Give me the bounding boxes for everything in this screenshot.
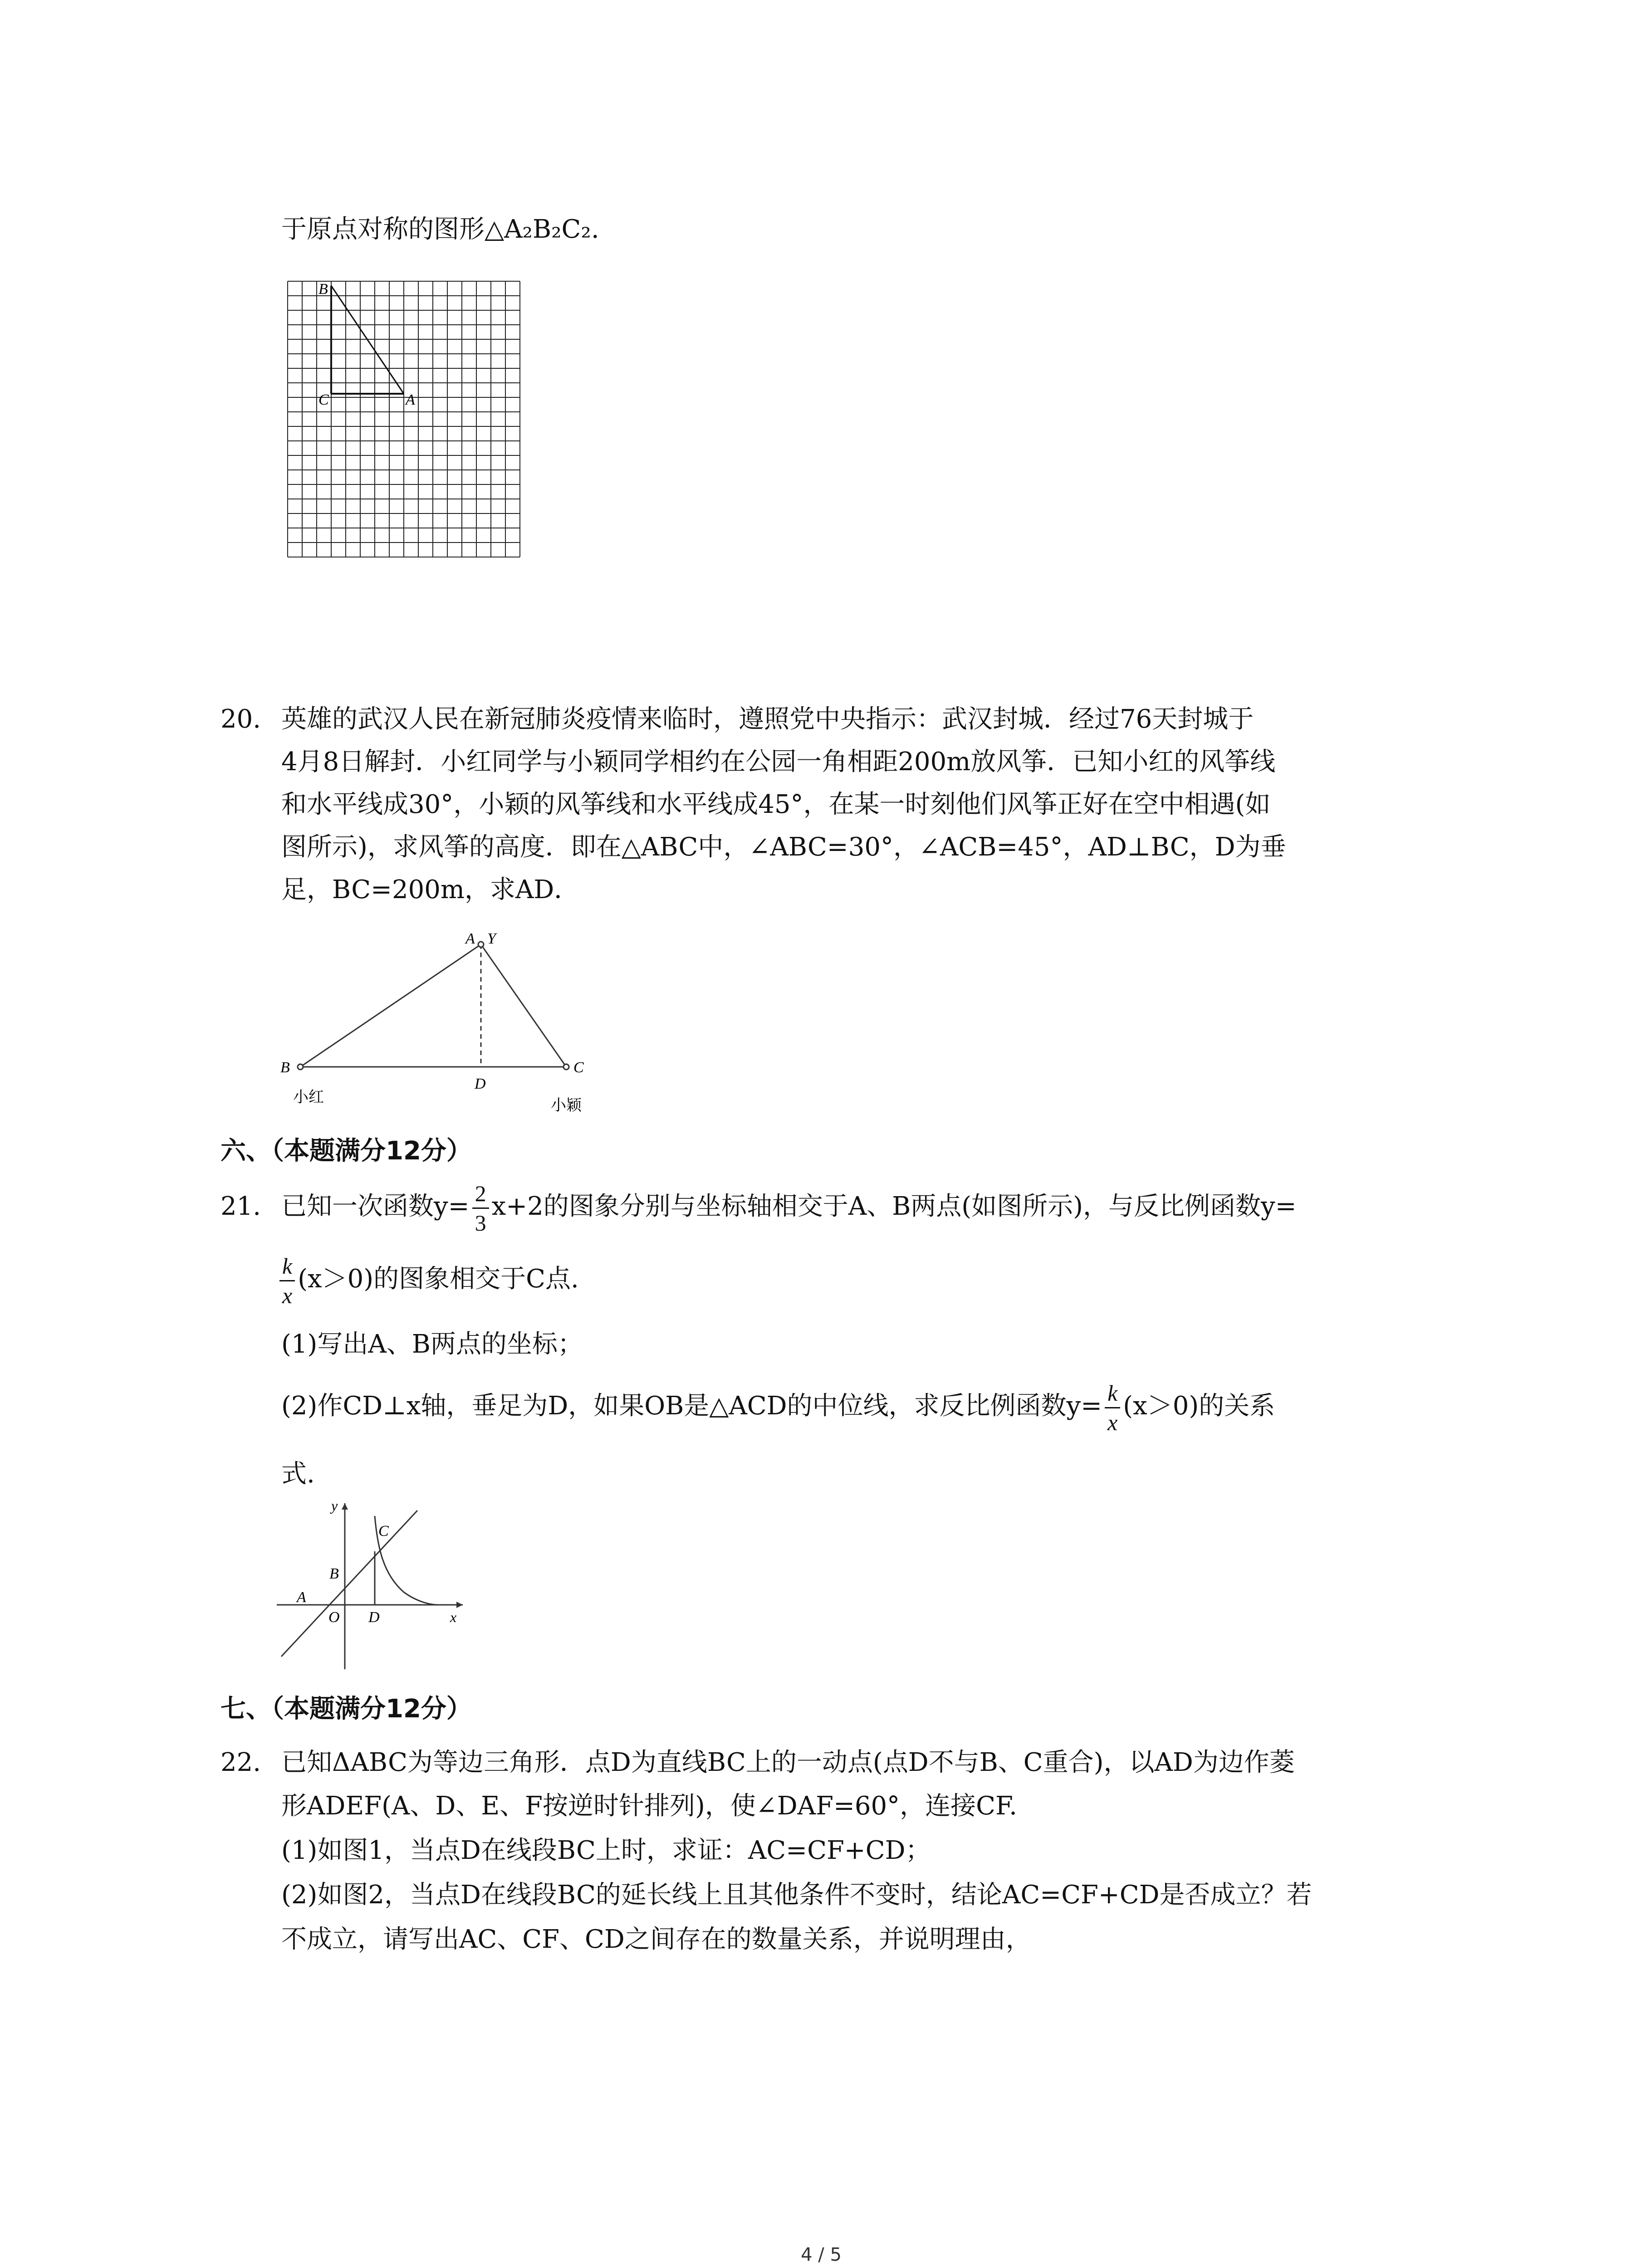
label-a: A bbox=[297, 1589, 306, 1606]
line-graph bbox=[281, 1510, 417, 1657]
label-a: A bbox=[406, 391, 415, 408]
label-c: C bbox=[378, 1523, 389, 1540]
label-c: C bbox=[573, 1059, 584, 1076]
point-c bbox=[563, 1064, 569, 1070]
q21-line1: 已知一次函数y= $\frac{2}{3}$ x+2的图象分别与坐标轴相交于A、B两点(如图所示)，与反比例函数y= bbox=[281, 1181, 1297, 1236]
label-o: O bbox=[328, 1609, 340, 1626]
y-axis-arrow bbox=[342, 1503, 348, 1510]
q21-number: 21. bbox=[220, 1192, 261, 1221]
q20-line5: 足，BC=200m，求AD． bbox=[281, 875, 580, 904]
segment-ac bbox=[481, 944, 566, 1067]
figure-20-triangle bbox=[272, 925, 617, 1116]
fraction-k-x: $\frac{k}{x}$ bbox=[279, 1255, 295, 1307]
q21-part1: (1)写出A、B两点的坐标； bbox=[281, 1330, 583, 1359]
label-d: D bbox=[368, 1609, 380, 1626]
q19-tail-text: 于原点对称的图形△A₂B₂C₂. bbox=[281, 215, 599, 244]
q20-line1: 英雄的武汉人民在新冠肺炎疫情来临时，遵照党中央指示：武汉封城．经过76天封城于 bbox=[281, 704, 1254, 734]
section-7-title: 七、（本题满分12分） bbox=[220, 1694, 472, 1724]
label-c: C bbox=[318, 391, 329, 408]
page-number: 4 / 5 bbox=[801, 2244, 842, 2265]
label-d: D bbox=[475, 1075, 486, 1092]
q22-part2: (2)如图2，当点D在线段BC的延长线上且其他条件不变时，结论AC=CF+CD是否成立？若 bbox=[281, 1880, 1312, 1910]
q20-line4: 图所示)，求风筝的高度．即在△ABC中，∠ABC=30°，∠ACB=45°，AD⊥BC，D为垂 bbox=[281, 832, 1286, 862]
q21-part2-cont: 式. bbox=[281, 1459, 315, 1489]
segment-ab bbox=[300, 944, 481, 1067]
label-xiaohong: 小红 bbox=[293, 1088, 324, 1106]
figure-19-grid bbox=[277, 272, 531, 572]
q20-number: 20. bbox=[220, 704, 261, 734]
grid-lines bbox=[288, 281, 520, 557]
x-axis-arrow bbox=[456, 1602, 463, 1608]
q21-part2: (2)作CD⊥x轴，垂足为D，如果OB是△ACD的中位线，求反比例函数y= $\frac{k}{x}$ (x＞0)的关系 bbox=[281, 1380, 1275, 1435]
q22-number: 22. bbox=[220, 1748, 261, 1777]
fraction-k-x-2: $\frac{k}{x}$ bbox=[1105, 1382, 1120, 1434]
label-a: A bbox=[465, 930, 475, 947]
q22-line1: 已知ΔABC为等边三角形．点D为直线BC上的一动点(点D不与B、C重合)，以AD为边作菱 bbox=[281, 1748, 1295, 1777]
q20-line3: 和水平线成30°，小颖的风筝线和水平线成45°，在某一时刻他们风筝正好在空中相遇(如 bbox=[281, 790, 1271, 819]
label-xiaoying: 小颖 bbox=[551, 1096, 582, 1114]
point-a bbox=[478, 942, 484, 947]
point-b bbox=[298, 1064, 303, 1070]
label-x: x bbox=[450, 1609, 457, 1625]
label-b: B bbox=[280, 1059, 290, 1076]
q20-line2: 4月8日解封．小红同学与小颖同学相约在公园一角相距200m放风筝．已知小红的风筝线 bbox=[281, 747, 1276, 777]
label-y: y bbox=[331, 1497, 338, 1514]
label-b: B bbox=[318, 281, 328, 298]
label-b: B bbox=[329, 1565, 339, 1582]
figure-21-graph bbox=[272, 1497, 472, 1678]
fraction-2-3: $\frac{2}{3}$ bbox=[472, 1182, 489, 1234]
section-6-title: 六、（本题满分12分） bbox=[220, 1136, 472, 1166]
label-y: Y bbox=[487, 930, 496, 947]
q22-line2: 形ADEF(A、D、E、F按逆时针排列)，使∠DAF=60°，连接CF. bbox=[281, 1791, 1017, 1821]
q22-part3: 不成立，请写出AC、CF、CD之间存在的数量关系，并说明理由， bbox=[281, 1925, 1031, 1954]
q22-part1: (1)如图1，当点D在线段BC上时，求证：AC=CF+CD； bbox=[281, 1836, 931, 1865]
q21-line2: $\frac{k}{x}$ (x＞0)的图象相交于C点. bbox=[277, 1252, 579, 1307]
